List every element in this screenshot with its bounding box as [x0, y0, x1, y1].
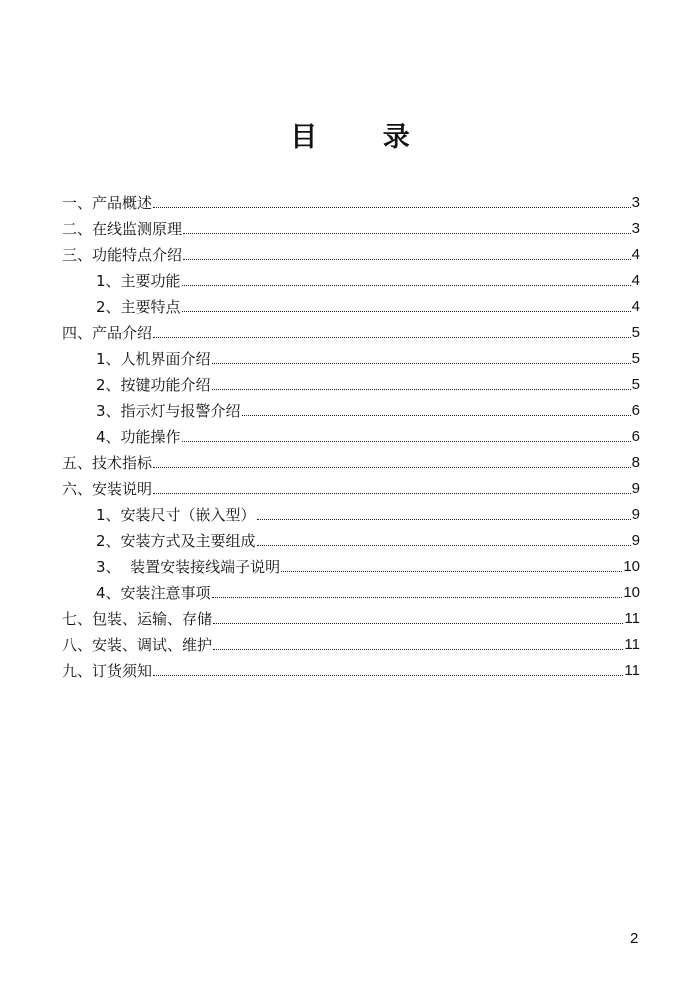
toc-entry-page: 10	[623, 584, 640, 601]
toc-leader-dots	[212, 389, 631, 390]
toc-leader-dots	[153, 493, 631, 494]
toc-entry-label: 八、安装、调试、维护	[62, 636, 213, 654]
toc-entry-label: 一、产品概述	[62, 194, 153, 212]
toc-entry[interactable]	[62, 190, 640, 216]
toc-entry[interactable]	[62, 450, 640, 476]
toc-leader-dots	[257, 519, 631, 520]
toc-entry-page: 8	[631, 454, 640, 471]
toc-entry-page: 10	[623, 558, 640, 575]
toc-entry-page: 9	[631, 532, 640, 549]
toc-entry-page: 11	[624, 636, 640, 653]
toc-leader-dots	[257, 545, 631, 546]
toc-entry[interactable]	[62, 242, 640, 268]
toc-leader-dots	[213, 649, 623, 650]
toc-entry-page: 3	[631, 220, 640, 237]
toc-entry-label: 三、功能特点介绍	[62, 246, 183, 264]
toc-entry[interactable]	[62, 398, 640, 424]
toc-entry[interactable]	[62, 580, 640, 606]
toc-entry-page: 11	[624, 662, 640, 679]
toc-entry[interactable]	[62, 502, 640, 528]
toc-entry-page: 11	[624, 610, 640, 627]
toc-leader-dots	[242, 415, 631, 416]
toc-entry-page: 5	[631, 350, 640, 367]
toc-entry-page: 5	[631, 376, 640, 393]
toc-entry[interactable]	[62, 268, 640, 294]
toc-entry-page: 6	[631, 402, 640, 419]
toc-entry-page: 3	[631, 194, 640, 211]
page-number: 2	[630, 930, 639, 947]
toc-leader-dots	[182, 285, 631, 286]
toc-entry-label: 七、包装、运输、存储	[62, 610, 213, 628]
toc-entry-label: 2、主要特点	[96, 298, 181, 316]
toc-entry[interactable]	[62, 320, 640, 346]
toc-leader-dots	[212, 597, 623, 598]
toc-leader-dots	[182, 441, 631, 442]
toc-entry[interactable]	[62, 424, 640, 450]
toc-entry-page: 4	[631, 298, 640, 315]
toc-entry-label: 4、安装注意事项	[96, 584, 211, 602]
toc-leader-dots	[281, 571, 622, 572]
toc-entry-label: 五、技术指标	[62, 454, 153, 472]
toc-entry-page: 6	[631, 428, 640, 445]
toc-entry-label: 4、功能操作	[96, 428, 181, 446]
toc-leader-dots	[153, 337, 631, 338]
toc-entry[interactable]	[62, 294, 640, 320]
toc-entry-label: 3、 装置安装接线端子说明	[96, 558, 281, 576]
page-title: 目 录	[290, 122, 438, 153]
toc-entry[interactable]	[62, 346, 640, 372]
toc-entry[interactable]	[62, 372, 640, 398]
toc-entry-label: 1、安装尺寸（嵌入型）	[96, 506, 256, 524]
toc-entry-label: 1、人机界面介绍	[96, 350, 211, 368]
toc-leader-dots	[153, 207, 631, 208]
toc-entry[interactable]	[62, 606, 640, 632]
toc-leader-dots	[183, 259, 631, 260]
toc-entry-page: 4	[631, 246, 640, 263]
toc-entry-page: 5	[631, 324, 640, 341]
toc-entry-label: 二、在线监测原理	[62, 220, 183, 238]
toc-entry[interactable]	[62, 528, 640, 554]
toc-entry-label: 四、产品介绍	[62, 324, 153, 342]
toc-leader-dots	[153, 675, 623, 676]
toc-entry-label: 2、按键功能介绍	[96, 376, 211, 394]
toc-entry-label: 九、订货须知	[62, 662, 153, 680]
toc-entry[interactable]	[62, 554, 640, 580]
toc-entry[interactable]	[62, 476, 640, 502]
toc-entry[interactable]	[62, 216, 640, 242]
toc-entry-label: 3、指示灯与报警介绍	[96, 402, 241, 420]
toc-entry-page: 9	[631, 480, 640, 497]
table-of-contents	[62, 190, 640, 684]
toc-entry-page: 9	[631, 506, 640, 523]
toc-leader-dots	[212, 363, 631, 364]
toc-entry[interactable]	[62, 632, 640, 658]
toc-entry[interactable]	[62, 658, 640, 684]
toc-entry-label: 2、安装方式及主要组成	[96, 532, 256, 550]
toc-leader-dots	[153, 467, 631, 468]
toc-leader-dots	[183, 233, 631, 234]
toc-leader-dots	[182, 311, 631, 312]
toc-entry-label: 1、主要功能	[96, 272, 181, 290]
toc-leader-dots	[213, 623, 623, 624]
toc-entry-page: 4	[631, 272, 640, 289]
toc-entry-label: 六、安装说明	[62, 480, 153, 498]
